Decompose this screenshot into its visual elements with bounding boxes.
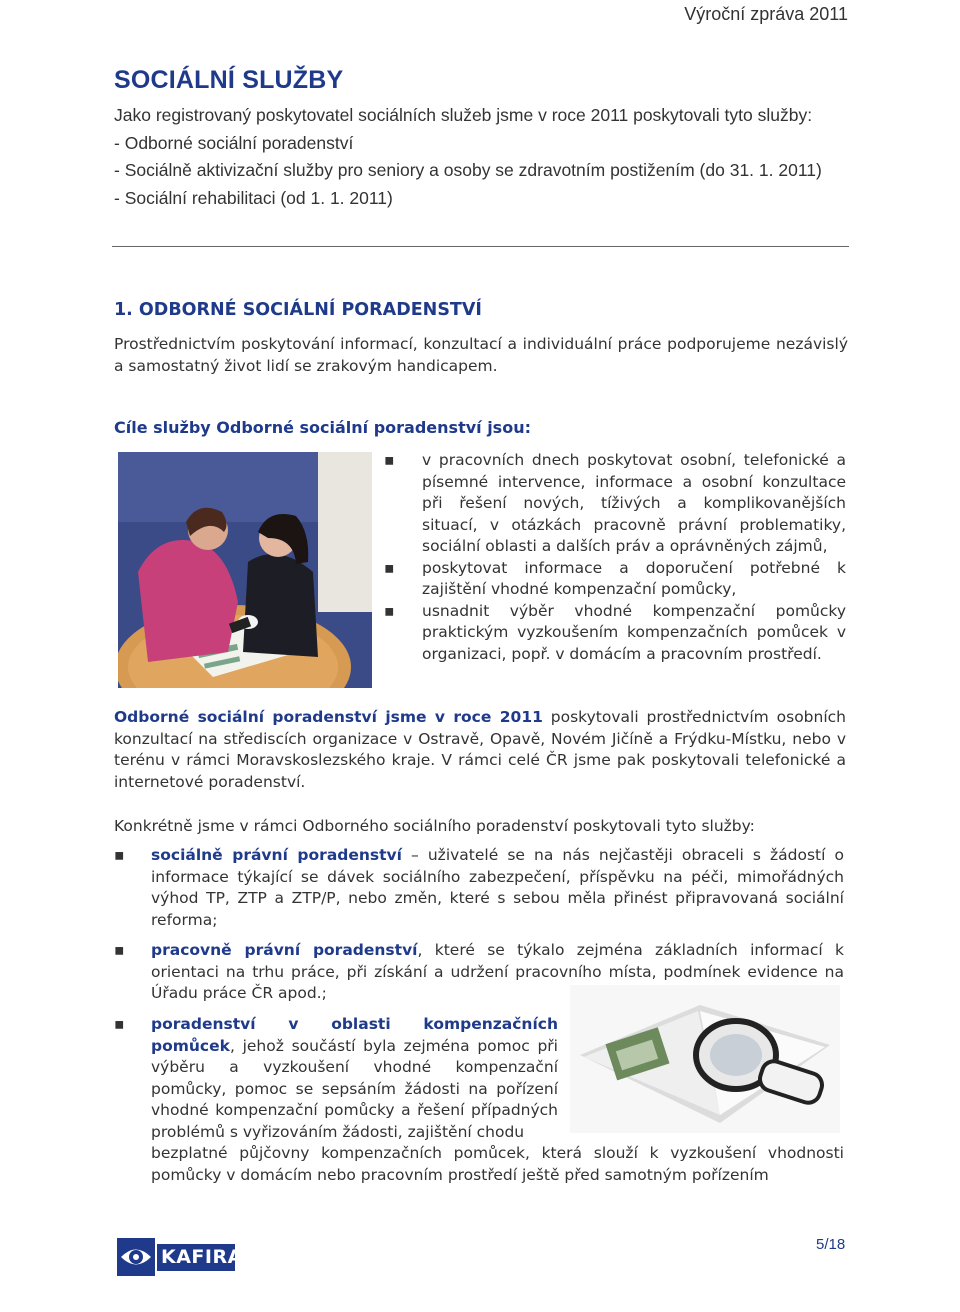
summary-paragraph	[114, 707, 846, 793]
bullet: ▪	[114, 1015, 125, 1033]
services-lead: Konkrétně jsme v rámci Odborného sociálního poradenství poskytovali tyto služby:	[114, 817, 755, 835]
service-text-wrapped	[151, 1014, 558, 1143]
service-text: , jehož součástí byla zejména pomoc při výběru a vyzkoušení vhodné kompenzační pomůcky, pomoc se sepsáním žádosti na pořízení vhodné kompenzační pomůcky a řešení případných problémů s vyřizováním žádosti, zajištění chodu	[151, 1036, 558, 1141]
list-item	[384, 558, 846, 601]
intro-list-item: - Sociální rehabilitaci (od 1. 1. 2011)	[114, 185, 854, 213]
intro-list-item: - Sociálně aktivizační služby pro seniory a osoby se zdravotním postižením (do 31. 1. 2011)	[114, 157, 854, 185]
service-text: – uživatelé se na nás nejčastěji obraceli s žádostí o informace týkající se dávek sociálního zabezpečení, příspěvku na péči, mimořádných výhod TP, ZTP a ZTP/P, nebo změn, které s sebou měla přinést připravovaná sociální reforma;	[151, 846, 844, 929]
bullet: ▪	[384, 601, 395, 620]
page-number: 5/18	[816, 1236, 846, 1253]
bullet: ▪	[114, 941, 125, 959]
intro-block	[114, 102, 854, 212]
kafira-logo	[113, 1234, 243, 1280]
section-heading: 1. ODBORNÉ SOCIÁLNÍ PORADENSTVÍ	[114, 300, 482, 320]
list-item	[384, 450, 846, 558]
intro-lead: Jako registrovaný poskytovatel sociálních služeb jsme v roce 2011 poskytovali tyto služby:	[114, 105, 813, 125]
service-text: , které se týkalo zejména základních informací k orientaci na trhu práce, při získání a udržení pracovního místa, podmínek evidence na Úřadu práce ČR apod.;	[151, 941, 844, 1002]
summary-bold: Odborné sociální poradenství jsme v roce 2011	[114, 708, 543, 726]
section-intro-paragraph: Prostřednictvím poskytování informací, konzultací a individuální práce podporujeme nezávislý a samostatný život lidí se zrakovým handicapem.	[114, 335, 848, 375]
service-text-continuation: bezplatné půjčovny kompenzačních pomůcek, která slouží k vyzkoušení vhodnosti pomůcky v domácím nebo pracovním prostředí ještě před samotným pořízením	[151, 1144, 844, 1184]
list-item	[114, 845, 844, 931]
service-item	[114, 1014, 844, 1186]
page-title: SOCIÁLNÍ SLUŽBY	[114, 66, 344, 94]
service-name: poradenství v oblasti kompenzačních	[151, 1015, 558, 1033]
service-name: pomůcek	[151, 1036, 230, 1055]
list-item	[114, 1014, 844, 1186]
logo-text: KAFIRA	[161, 1246, 243, 1268]
counseling-photo	[118, 452, 372, 688]
goal-text: usnadnit výběr vhodné kompenzační pomůcky praktickým vyzkoušením kompenzačních pomůcek v organizaci, popř. v domácím a pracovním prostředí.	[422, 601, 846, 663]
intro-list-item: - Odborné sociální poradenství	[114, 130, 854, 158]
goals-heading: Cíle služby Odborné sociální poradenství jsou:	[114, 418, 531, 437]
goals-list	[384, 450, 846, 665]
service-item	[114, 845, 844, 931]
bullet: ▪	[384, 558, 395, 577]
summary-text: poskytovali prostřednictvím osobních konzultací na střediscích organizace v Ostravě, Opavě, Novém Jičíně a Frýdku-Místku, nebo v terénu v rámci Moravskoslezského kraje. V rámci celé ČR jsme pak poskytovali telefonické a internetové poradenství.	[114, 708, 846, 791]
service-name: sociálně právní poradenství	[151, 846, 402, 864]
service-name: pracovně právní poradenství	[151, 941, 418, 959]
goal-text: v pracovních dnech poskytovat osobní, telefonické a písemné intervence, informace a osobní konzultace při řešení nových, tíživých a komplikovanějších situací, v otázkách pracovně právní problematiky, sociální oblasti a dalších práv a oprávněných zájmů,	[422, 451, 846, 555]
list-item	[384, 601, 846, 666]
section-divider	[112, 246, 849, 247]
bullet: ▪	[114, 846, 125, 864]
goal-text: poskytovat informace a doporučení potřebné k zajištění vhodné kompenzační pomůcky,	[422, 558, 846, 598]
running-header: Výroční zpráva 2011	[684, 4, 848, 24]
bullet: ▪	[384, 451, 395, 469]
